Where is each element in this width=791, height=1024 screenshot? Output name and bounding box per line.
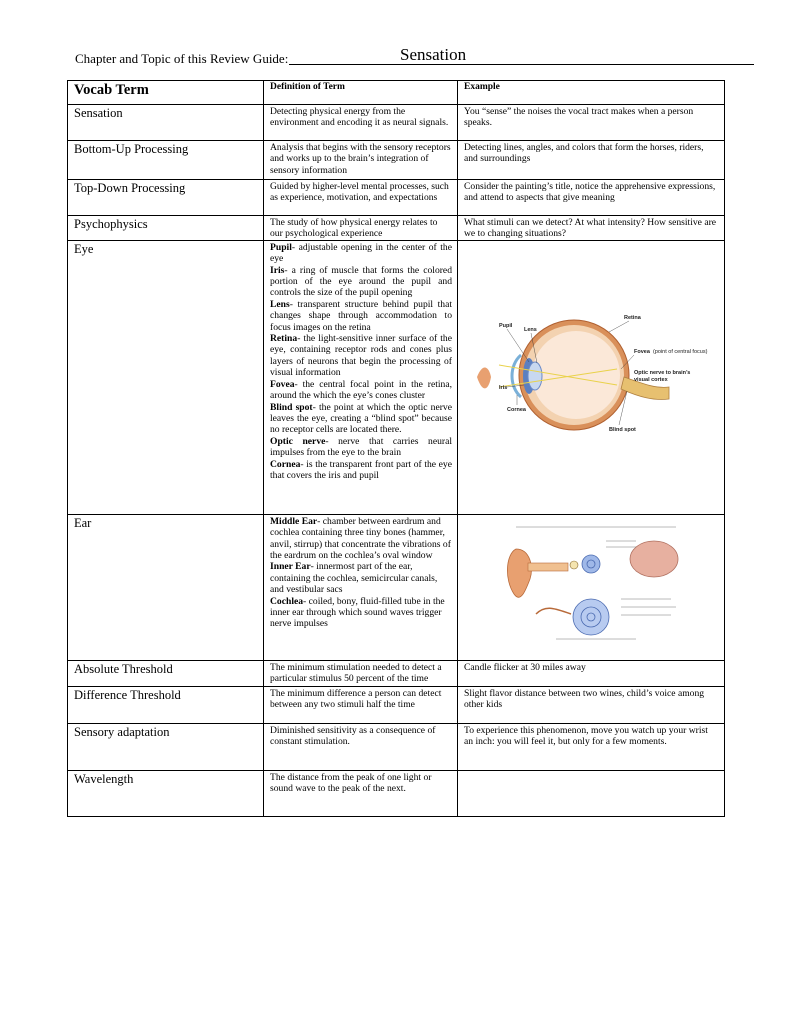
auditory-canal-detail — [536, 608, 571, 614]
eye-term-cornea: Cornea — [270, 458, 301, 470]
vocab-term: Wavelength — [68, 770, 264, 816]
header-underline — [289, 64, 754, 65]
ear-text-middle-ear: - chamber between eardrum and cochlea containing three tiny bones (hammer, anvil, stirrup) that concentrate the vibrations of the eardrum on the cochlea’s oval window — [270, 515, 451, 562]
table-row — [68, 770, 725, 816]
vocab-example: You “sense” the noises the vocal tract makes when a person speaks. — [458, 105, 725, 141]
ear-text-cochlea: - coiled, bony, fluid-filled tube in the inner ear through which sound waves trigger nerve impulses — [270, 595, 445, 630]
ear-term-inner-ear: Inner Ear — [270, 561, 311, 573]
table-row — [68, 660, 725, 686]
eye-term-fovea: Fovea — [270, 378, 295, 390]
vocab-example: Consider the painting’s title, notice the apprehensive expressions, and attend to aspects that give meaning — [458, 180, 725, 216]
vocab-example: Candle flicker at 30 miles away — [458, 660, 725, 686]
vocab-example: Detecting lines, angles, and colors that form the horses, riders, and surroundings — [458, 141, 725, 180]
eye-text-fovea: - the central focal point in the retina, around the which the eye’s cones cluster — [270, 378, 452, 402]
ossicles-shape — [570, 561, 578, 569]
header-topic: Sensation — [400, 45, 467, 64]
label-pupil: Pupil — [498, 323, 512, 330]
vocab-term: Top-Down Processing — [68, 180, 264, 216]
vocab-term: Eye — [68, 240, 264, 514]
eyelid-shape — [477, 368, 491, 389]
column-header-definition: Definition of Term — [264, 81, 458, 105]
ear-diagram-cell — [458, 514, 725, 660]
vocab-definition: Detecting physical energy from the environment and encoding it as neural signals. — [264, 105, 458, 141]
vocab-example: To experience this phenomenon, move you watch up your wrist an inch: you will feel it, but only for a few moments. — [458, 723, 725, 770]
ear-definition-list — [264, 514, 458, 660]
table-row-eye — [68, 240, 725, 514]
ear-text-inner-ear: - innermost part of the ear, containing the cochlea, semicircular canals, and vestibular sacs — [270, 561, 438, 596]
table-row — [68, 686, 725, 723]
eye-term-iris: Iris — [270, 264, 285, 276]
document-header — [75, 45, 685, 70]
eye-text-iris: - a ring of muscle that forms the colored portion of the eye around the pupil and controls the size of the pupil opening — [270, 264, 452, 299]
ear-canal-shape — [528, 563, 568, 571]
vocab-term: Absolute Threshold — [68, 660, 264, 686]
vocab-example — [458, 770, 725, 816]
table-row — [68, 216, 725, 241]
column-header-term: Vocab Term — [68, 81, 264, 105]
vocab-term: Sensory adaptation — [68, 723, 264, 770]
eye-term-lens: Lens — [270, 298, 290, 310]
cochlea-shape — [582, 555, 600, 573]
table-row — [68, 723, 725, 770]
eye-term-optic-nerve: Optic nerve — [270, 435, 326, 447]
table-header-row — [68, 81, 725, 105]
header-prefix: Chapter and Topic of this Review Guide: — [75, 51, 289, 66]
table-row — [68, 141, 725, 180]
eye-text-lens: - transparent structure behind pupil that changes shape through accommodation to focus images on the retina — [270, 298, 452, 333]
vocab-example: Slight flavor distance between two wines, child’s voice among other kids — [458, 686, 725, 723]
vocab-term: Ear — [68, 514, 264, 660]
eye-text-optic-nerve: - nerve that carries neural impulses from the eye to the brain — [270, 435, 452, 459]
vocab-definition: Guided by higher-level mental processes, such as experience, motivation, and expectations — [264, 180, 458, 216]
table-row-ear — [68, 514, 725, 660]
label-lens: Lens — [523, 327, 537, 334]
outer-ear-shape — [507, 549, 531, 597]
vocab-term: Difference Threshold — [68, 686, 264, 723]
vocab-definition: The minimum difference a person can detect between any two stimuli half the time — [264, 686, 458, 723]
label-cornea: Cornea — [506, 407, 526, 414]
vocab-term: Bottom-Up Processing — [68, 141, 264, 180]
label-optic-nerve: Optic nerve to brain’s — [633, 370, 690, 377]
eye-term-retina: Retina — [270, 333, 298, 345]
label-fovea-note: (point of central focus) — [652, 349, 707, 356]
cochlea-detail-shape — [573, 599, 609, 635]
eye-text-cornea: - is the transparent front part of the eye that covers the iris and pupil — [270, 458, 452, 481]
label-iris: Iris — [498, 385, 507, 392]
label-blind-spot: Blind spot — [608, 427, 636, 434]
vocab-definition: Diminished sensitivity as a consequence of constant stimulation. — [264, 723, 458, 770]
vocab-definition: The minimum stimulation needed to detect a particular stimulus 50 percent of the time — [264, 660, 458, 686]
vocab-table — [67, 80, 725, 817]
eye-text-pupil: - adjustable opening in the center of the eye — [270, 241, 452, 265]
eye-term-pupil: Pupil — [270, 241, 292, 253]
ear-term-middle-ear: Middle Ear — [270, 515, 318, 527]
brain-shape — [630, 541, 678, 577]
eye-term-blind-spot: Blind spot — [270, 401, 313, 413]
column-header-example: Example — [458, 81, 725, 105]
table-row — [68, 105, 725, 141]
ear-term-cochlea: Cochlea — [270, 595, 304, 607]
vocab-definition: The study of how physical energy relates to our psychological experience — [264, 216, 458, 241]
vocab-definition: The distance from the peak of one light or sound wave to the peak of the next. — [264, 770, 458, 816]
eye-definition-list — [264, 240, 458, 514]
label-retina: Retina — [623, 315, 641, 322]
label-fovea: Fovea — [633, 349, 650, 356]
eye-diagram-cell — [458, 240, 725, 514]
label-visual-cortex: visual cortex — [633, 377, 668, 384]
ear-diagram — [496, 519, 686, 649]
lens-shape — [528, 362, 542, 390]
table-row — [68, 180, 725, 216]
vocab-example: What stimuli can we detect? At what intensity? How sensitive are we to changing situations? — [458, 216, 725, 241]
eye-diagram — [469, 307, 714, 447]
vocab-term: Sensation — [68, 105, 264, 141]
vocab-term: Psychophysics — [68, 216, 264, 241]
eye-text-retina: - the light-sensitive inner surface of the eye, containing receptor rods and cones plus layers of neurons that begin the processing of visual information — [270, 333, 452, 379]
vocab-definition: Analysis that begins with the sensory receptors and works up to the brain’s integration of sensory information — [264, 141, 458, 180]
leader-line — [609, 321, 629, 332]
eye-text-blind-spot: - the point at which the optic nerve leaves the eye, creating a “blind spot” because no receptor cells are located there. — [270, 401, 452, 436]
